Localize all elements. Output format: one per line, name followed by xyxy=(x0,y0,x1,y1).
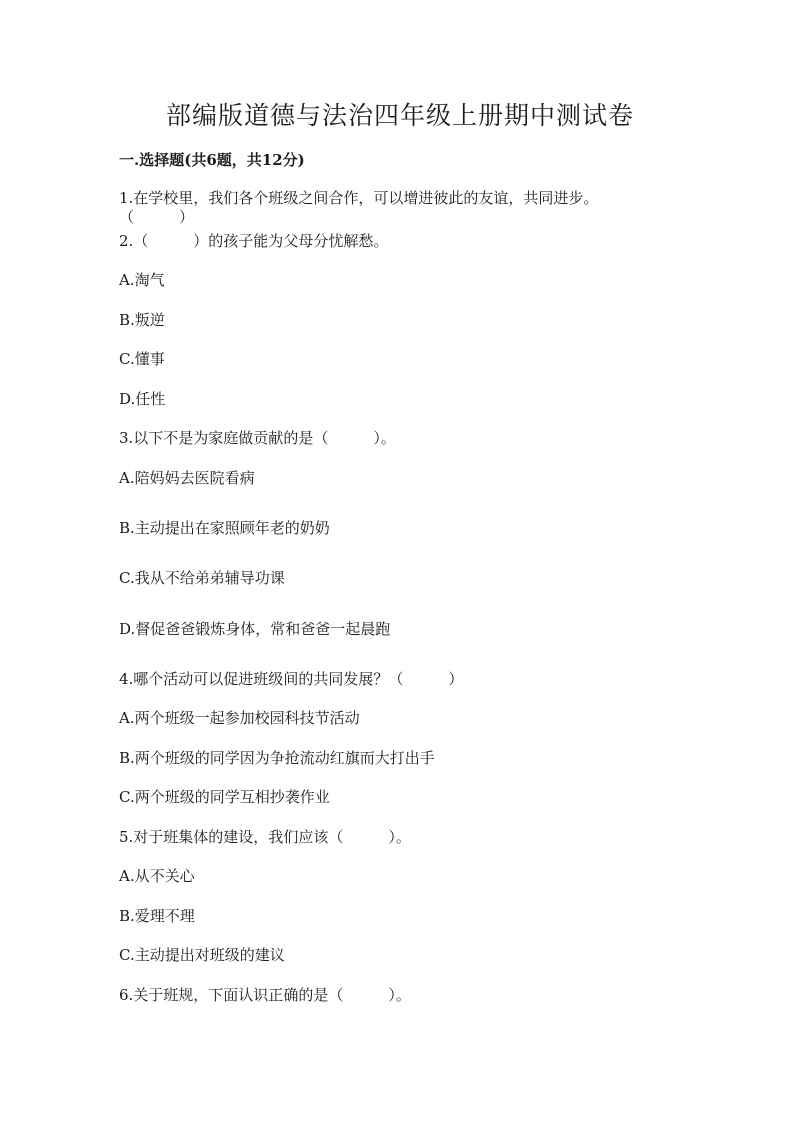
section-header: 一.选择题(共6题，共12分) xyxy=(119,151,305,169)
option-c: C.两个班级的同学互相抄袭作业 xyxy=(119,788,330,806)
option-b: B.主动提出在家照顾年老的奶奶 xyxy=(119,519,330,537)
option-a: A.淘气 xyxy=(119,271,165,289)
question-stem: 1.在学校里，我们各个班级之间合作，可以增进彼此的友谊，共同进步。 xyxy=(119,189,599,207)
option-a: A.陪妈妈去医院看病 xyxy=(119,469,255,487)
question-stem: 5.对于班集体的建设，我们应该（ ）。 xyxy=(119,828,411,846)
question-stem: 6.关于班规，下面认识正确的是（ ）。 xyxy=(119,986,411,1004)
option-c: C.主动提出对班级的建议 xyxy=(119,946,285,964)
option-a: A.从不关心 xyxy=(119,867,195,885)
question-stem: 4.哪个活动可以促进班级间的共同发展？（ ） xyxy=(119,670,464,688)
option-c: C.懂事 xyxy=(119,350,165,368)
question-stem: 2.（ ）的孩子能为父母分忧解愁。 xyxy=(119,232,389,250)
option-b: B.叛逆 xyxy=(119,311,165,329)
option-b: B.爱理不理 xyxy=(119,907,195,925)
option-c: C.我从不给弟弟辅导功课 xyxy=(119,569,285,587)
option-d: D.任性 xyxy=(119,390,166,408)
answer-blank: （ ） xyxy=(119,208,195,226)
option-b: B.两个班级的同学因为争抢流动红旗而大打出手 xyxy=(119,749,435,767)
option-a: A.两个班级一起参加校园科技节活动 xyxy=(119,709,360,727)
page-title: 部编版道德与法治四年级上册期中测试卷 xyxy=(165,101,634,130)
question-stem: 3.以下不是为家庭做贡献的是（ ）。 xyxy=(119,429,396,447)
option-d: D.督促爸爸锻炼身体，常和爸爸一起晨跑 xyxy=(119,620,391,638)
